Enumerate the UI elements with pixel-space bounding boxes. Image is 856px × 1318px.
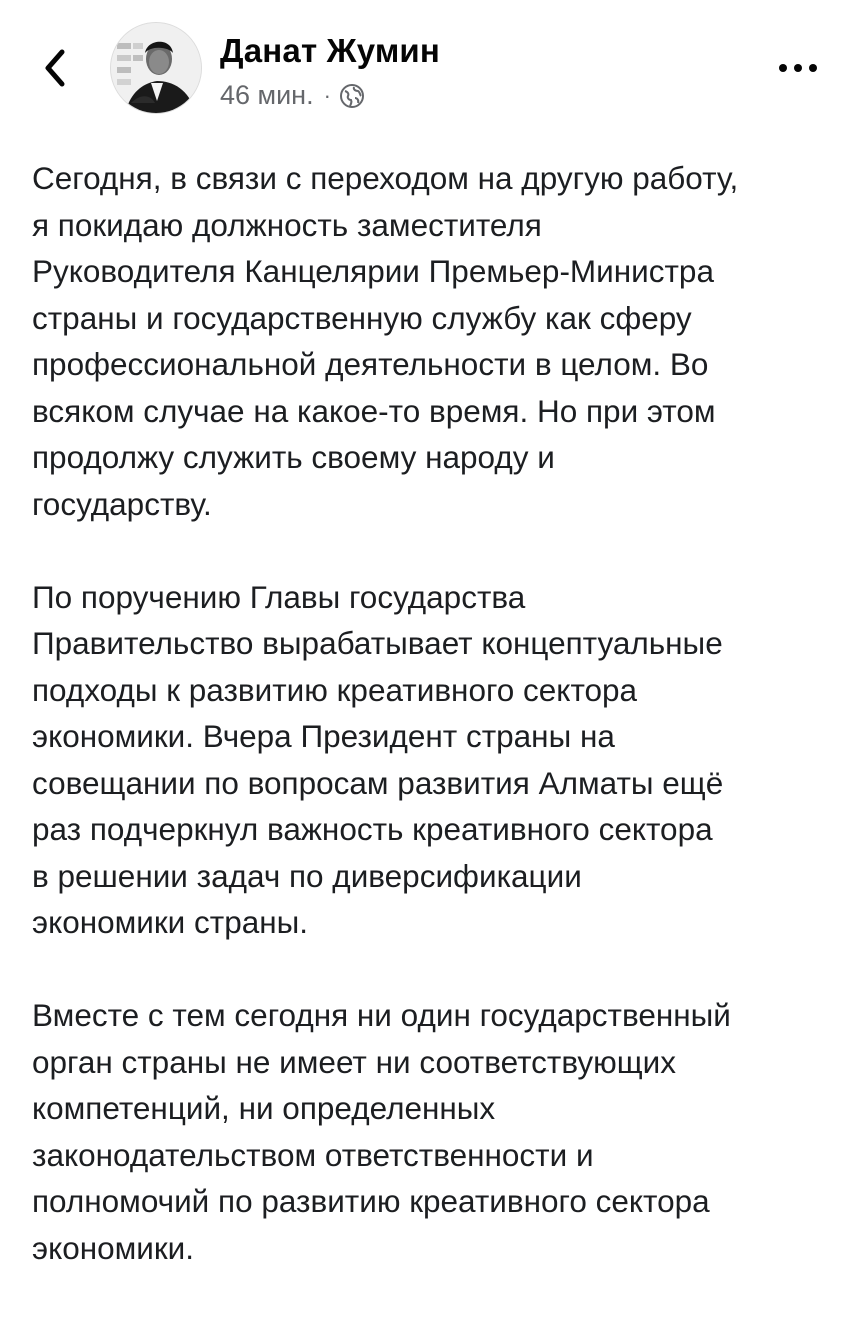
- meta-separator: ·: [323, 82, 331, 108]
- author-name[interactable]: Данат Жумин: [220, 32, 441, 69]
- post-meta: [220, 80, 365, 111]
- post-timestamp[interactable]: 46 мин.: [220, 80, 314, 110]
- more-horizontal-icon: [778, 63, 818, 73]
- chevron-left-icon: [43, 48, 67, 88]
- post-paragraph: Сегодня, в связи с переходом на другую работу, я покидаю должность заместителя Руководителя Канцелярии Премьер-Министра страны и государственную службу как сферу профессиональной деятельности в целом. Во всяком случае на какое-то время. Но при этом продолжу служить своему народу и государству.: [32, 160, 739, 522]
- avatar[interactable]: [110, 22, 202, 114]
- post-paragraph: Вместе с тем сегодня ни один государственный орган страны не имеет ни соответствующих компетенций, ни определенных законодательством ответственности и полномочий по развитию креативного сектора экономики.: [32, 997, 731, 1266]
- more-options-button[interactable]: [770, 50, 826, 86]
- post-body: [32, 155, 832, 1318]
- avatar-photo: [111, 23, 202, 114]
- post-header: [0, 0, 856, 130]
- post-paragraph: По поручению Главы государства Правительство вырабатывает концептуальные подходы к развитию креативного сектора экономики. Вчера Президент страны на совещании по вопросам развития Алматы ещё раз подчеркнул важность креативного сектора в решении задач по диверсификации экономики страны.: [32, 578, 724, 940]
- back-button[interactable]: [30, 38, 80, 98]
- globe-icon: [339, 83, 365, 109]
